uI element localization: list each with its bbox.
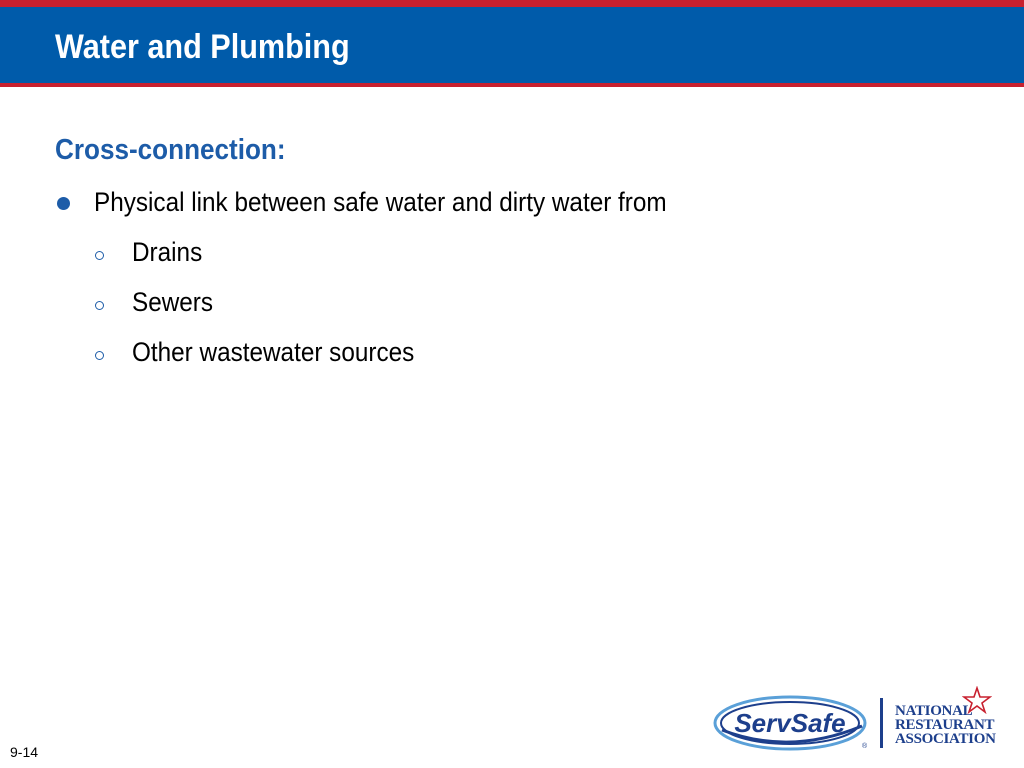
bullet-text: Physical link between safe water and dirty water from: [94, 187, 667, 217]
sub-bullet-ring-icon: [95, 351, 104, 360]
sub-bullet-ring-icon: [95, 301, 104, 310]
sub-bullet-text: Drains: [132, 237, 203, 267]
svg-text:ServSafe: ServSafe: [734, 708, 846, 738]
nra-logo-text: NATIONAL RESTAURANT ASSOCIATION: [895, 703, 996, 747]
logo-divider: [880, 698, 883, 748]
sub-bullet-text: Sewers: [132, 287, 214, 317]
top-red-stripe: [0, 0, 1024, 7]
sub-bullet-text: Other wastewater sources: [132, 337, 415, 367]
bullet-dot-icon: [57, 197, 70, 210]
slide-number: 9-14: [10, 744, 39, 760]
page-title: Water and Plumbing: [55, 28, 350, 66]
title-red-underline: [0, 83, 1024, 87]
section-heading: Cross-connection:: [55, 134, 286, 166]
sub-bullet-ring-icon: [95, 251, 104, 260]
servsafe-logo: [712, 686, 872, 756]
footer-logos: [712, 686, 1012, 756]
svg-text:®: ®: [862, 743, 868, 750]
